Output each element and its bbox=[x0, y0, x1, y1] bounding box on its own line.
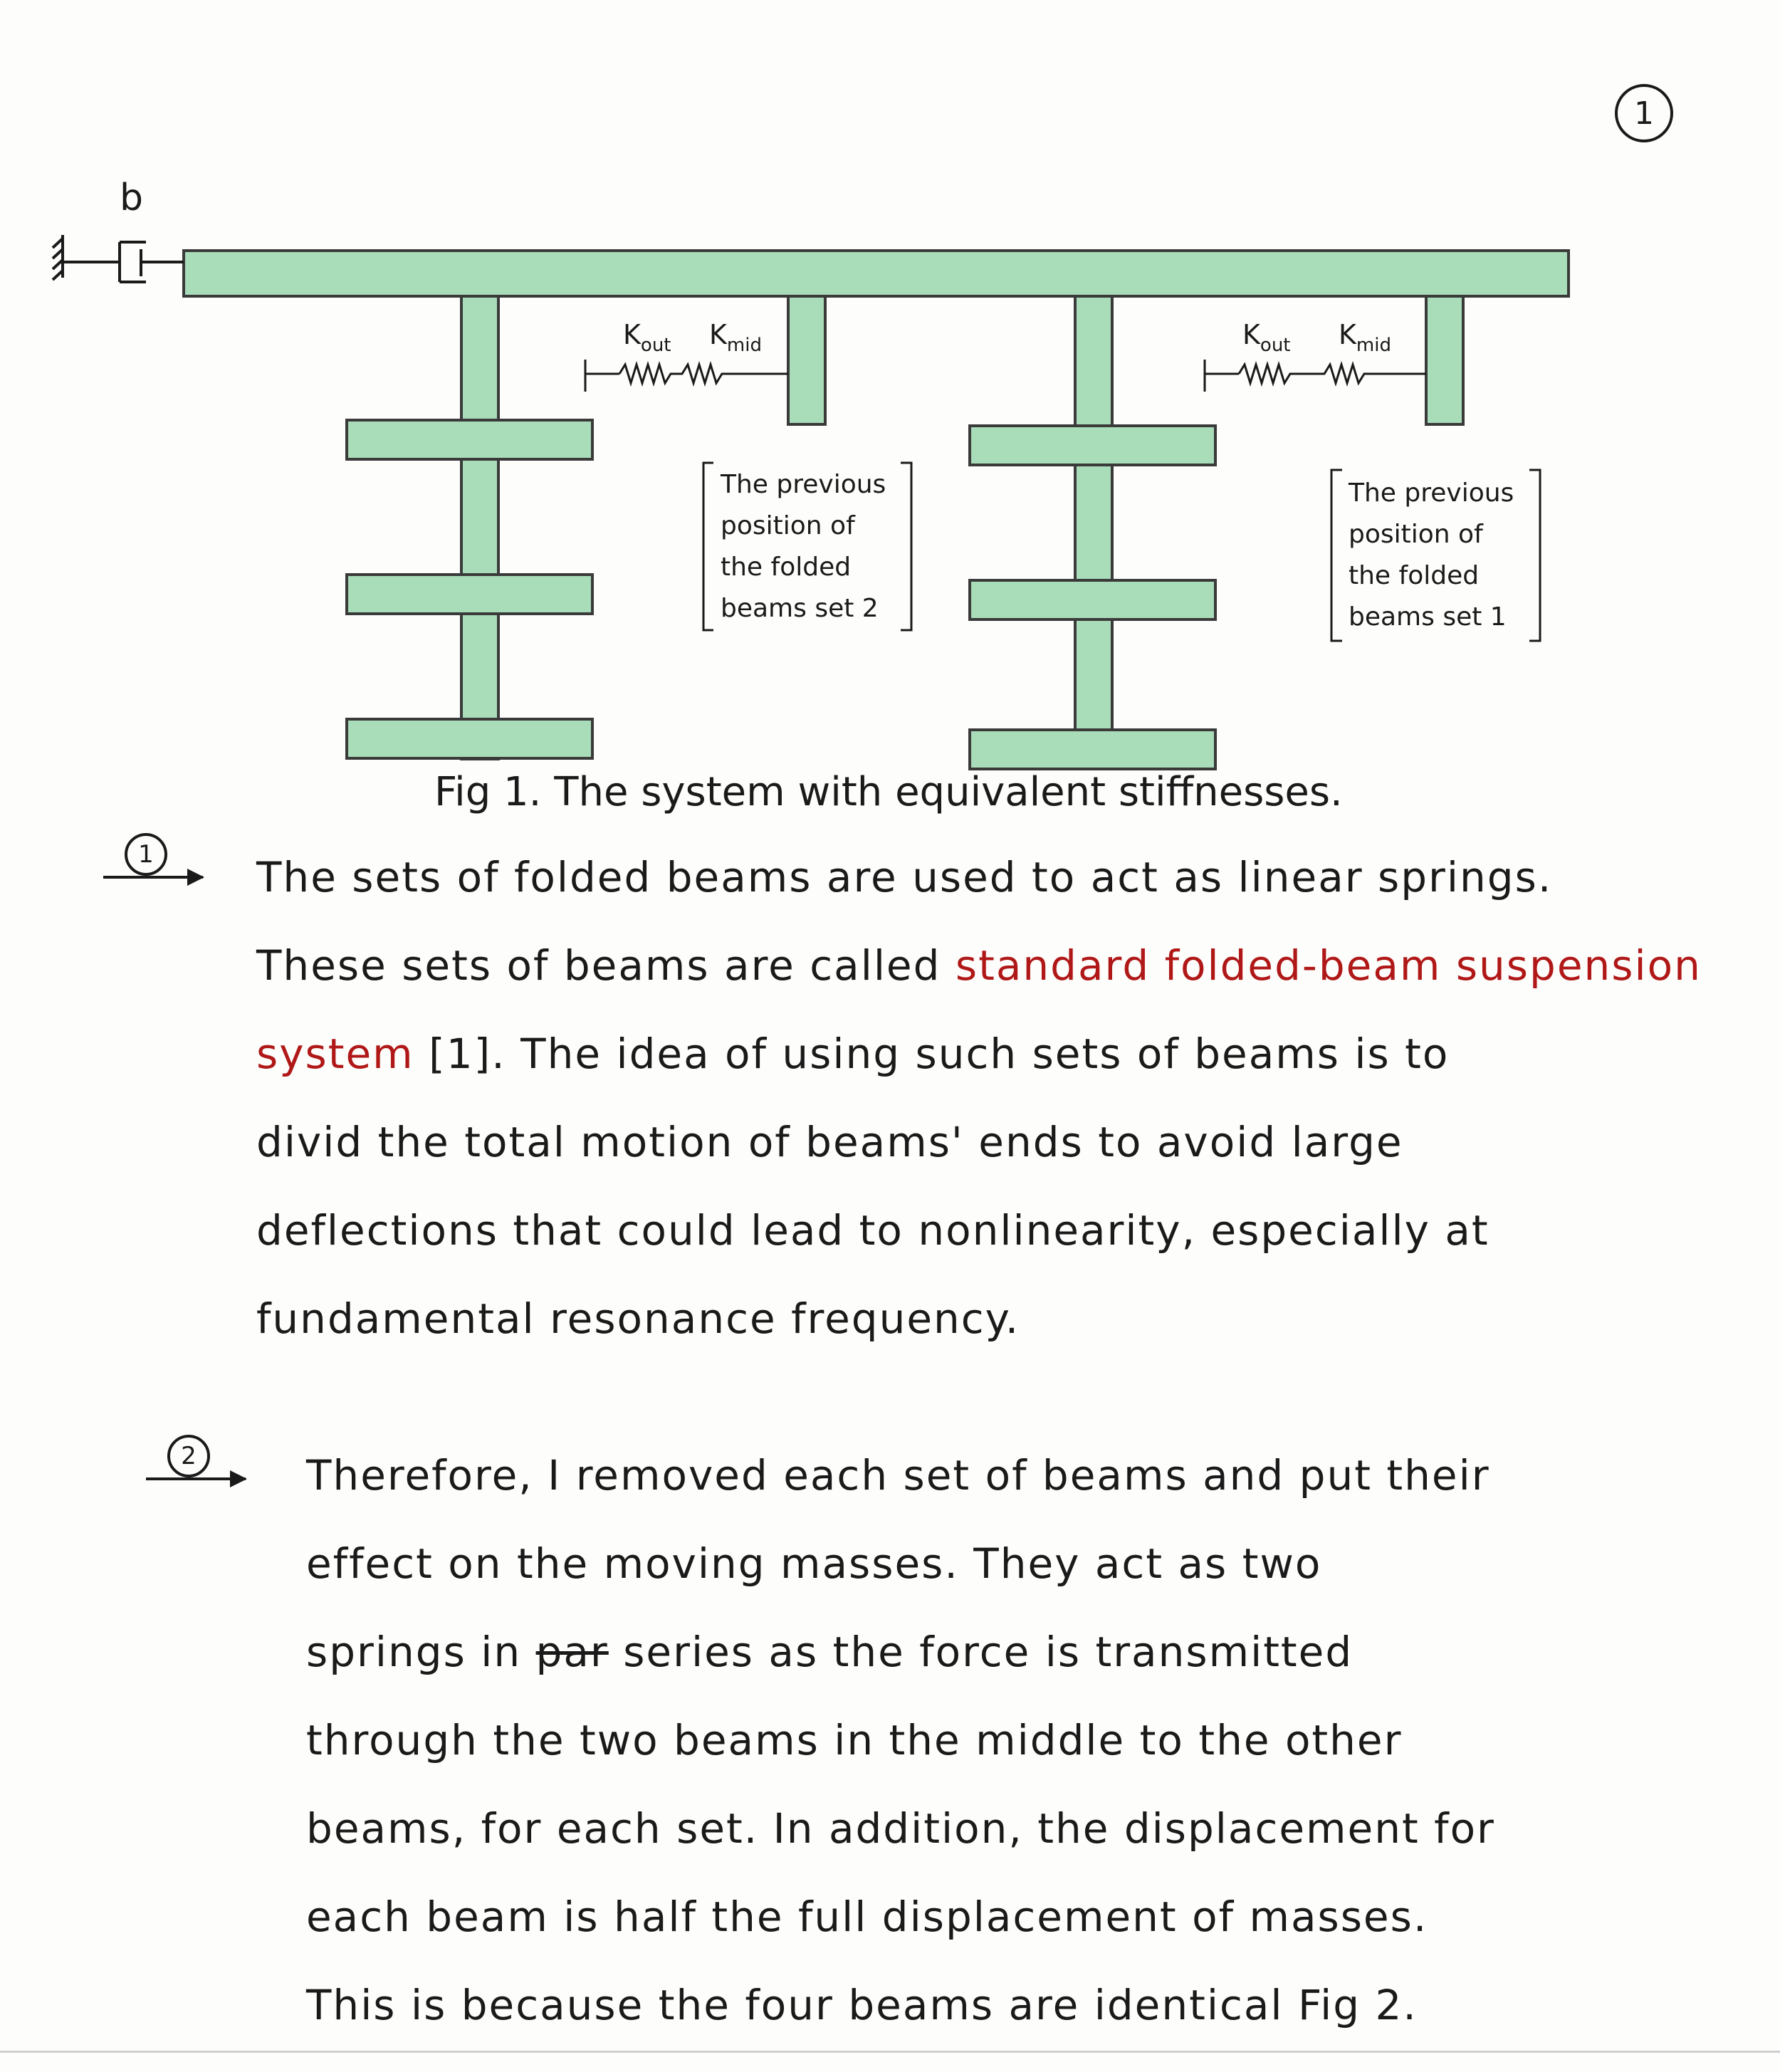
right-post bbox=[1075, 296, 1112, 759]
k-mid-label-right: $K_{mid}$ bbox=[1339, 319, 1391, 356]
left-flange-bottom bbox=[347, 719, 592, 758]
drop-beam-right bbox=[1426, 296, 1463, 424]
marker-number: 1 bbox=[125, 833, 167, 876]
right-flange-mid bbox=[970, 580, 1215, 619]
paragraph-2-marker bbox=[146, 1435, 239, 1499]
damper-label: b bbox=[120, 177, 144, 219]
marker-arrow-icon bbox=[103, 876, 203, 879]
spring-pair-right bbox=[1205, 360, 1426, 392]
left-flange-top bbox=[347, 420, 592, 459]
paragraph-2: Therefore, I removed each set of beams and put their effect on the moving masses. They act as two springs in par series as the force is transmitted through the two beams in the middle to the other beams, for each set. In addition, the displacement for each beam is half the full displacement of masses. This is because the four beams are identical Fig 2. bbox=[306, 1451, 1495, 2029]
left-post bbox=[461, 296, 498, 759]
note-previous-position-set1: The previous position of the folded beams set 1 bbox=[1349, 478, 1514, 632]
marker-number: 2 bbox=[167, 1435, 210, 1477]
spring-pair-left bbox=[585, 360, 788, 392]
highlight-term: standard folded-beam suspension bbox=[955, 941, 1702, 990]
page-number: 1 bbox=[1615, 84, 1673, 142]
note-previous-position-set2: The previous position of the folded beams set 2 bbox=[721, 470, 886, 623]
figure-caption: Fig 1. The system with equivalent stiffnesses. bbox=[434, 769, 1343, 815]
left-flange-mid bbox=[347, 575, 592, 614]
highlight-term-cont: system bbox=[256, 1030, 414, 1078]
ground-hatch-left bbox=[53, 235, 184, 282]
crossed-out-word: par bbox=[535, 1628, 609, 1676]
top-beam bbox=[184, 251, 1569, 296]
page-edge-line bbox=[0, 2051, 1780, 2053]
drop-beam-left bbox=[788, 296, 825, 424]
marker-arrow-icon bbox=[146, 1477, 246, 1480]
paragraph-1-marker bbox=[103, 833, 196, 897]
note-bracket-set1-right bbox=[1529, 470, 1540, 641]
k-out-label-left: $K_{out}$ bbox=[623, 319, 671, 356]
right-flange-bottom bbox=[970, 730, 1215, 769]
right-flange-top bbox=[970, 426, 1215, 465]
paragraph-1: The sets of folded beams are used to act as linear springs. These sets of beams are called standard folded-beam suspension system [1]. The idea of using such sets of beams is to divid the total motion of beams' ends to avoid large deflections that could lead to nonlinearity, especially at fundamental resonance frequency. bbox=[256, 853, 1702, 1343]
fig1-diagram bbox=[0, 0, 1780, 805]
k-out-label-right: $K_{out}$ bbox=[1242, 319, 1291, 356]
k-mid-label-left: $K_{mid}$ bbox=[709, 319, 762, 356]
